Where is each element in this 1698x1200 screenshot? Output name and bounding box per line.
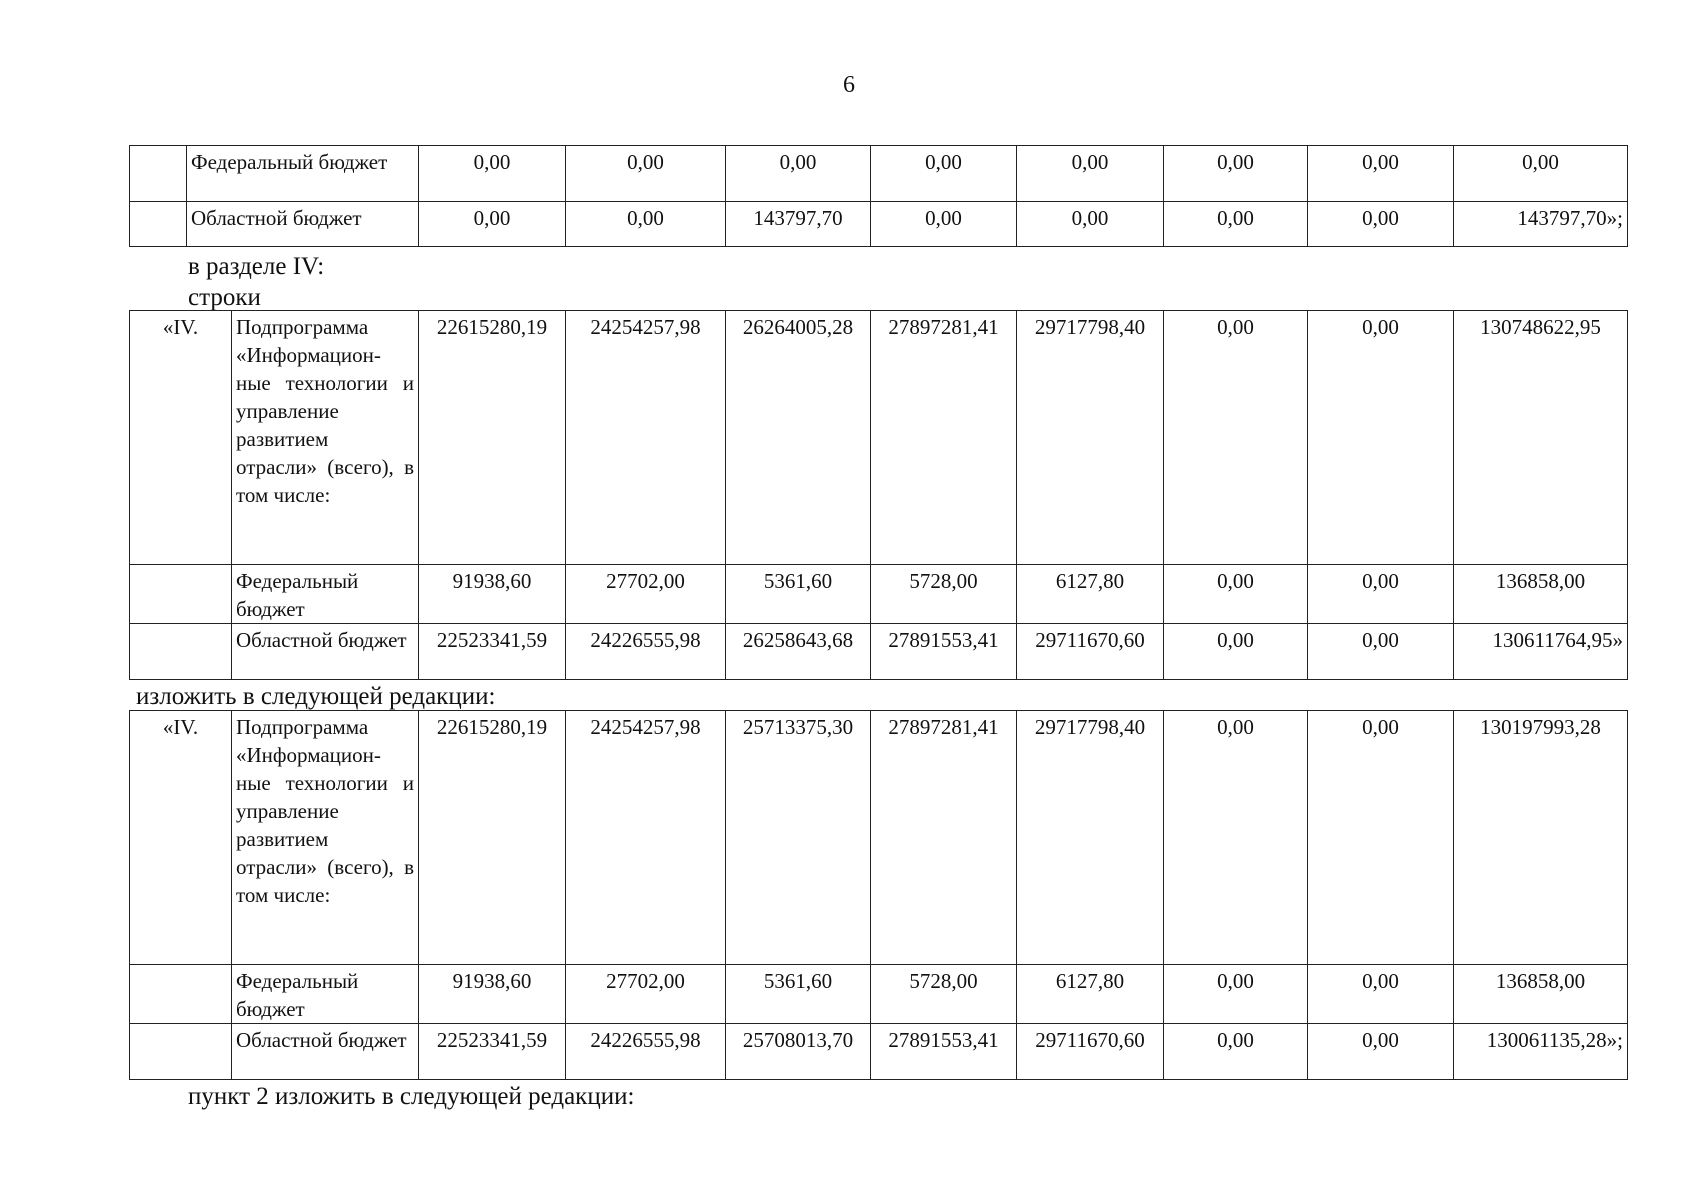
section-intro: в разделе IV:	[188, 253, 325, 280]
value-cell: 0,00	[1308, 711, 1454, 965]
value-cell: 0,00	[566, 146, 726, 202]
value-cell: 26264005,28	[726, 311, 871, 565]
total-cell: 136858,00	[1454, 565, 1628, 624]
row-index	[130, 624, 232, 680]
value-cell: 26258643,68	[726, 624, 871, 680]
value-cell: 0,00	[1164, 1024, 1308, 1080]
value-cell: 29711670,60	[1017, 1024, 1164, 1080]
value-cell: 0,00	[1164, 565, 1308, 624]
value-cell: 27702,00	[566, 565, 726, 624]
total-cell: 130197993,28	[1454, 711, 1628, 965]
table-row	[130, 311, 1628, 565]
value-cell: 0,00	[1308, 146, 1454, 202]
table-row	[130, 965, 1628, 1024]
value-cell: 22523341,59	[419, 624, 566, 680]
row-label: Подпрограмма «Информацион-ные технологии и управление развитием отрасли» (всего), в том числе:	[232, 311, 419, 565]
value-cell: 0,00	[566, 202, 726, 247]
value-cell: 0,00	[726, 146, 871, 202]
value-cell: 29717798,40	[1017, 311, 1164, 565]
row-label: Подпрограмма «Информацион-ные технологии и управление развитием отрасли» (всего), в том числе:	[232, 711, 419, 965]
page-number: 6	[843, 72, 855, 98]
row-label: Федеральный бюджет	[232, 565, 419, 624]
row-index	[130, 1024, 232, 1080]
value-cell: 29711670,60	[1017, 624, 1164, 680]
value-cell: 0,00	[1164, 624, 1308, 680]
value-cell: 0,00	[1164, 965, 1308, 1024]
value-cell: 22523341,59	[419, 1024, 566, 1080]
row-index	[130, 146, 187, 202]
row-index: «IV.	[130, 711, 232, 965]
row-index	[130, 965, 232, 1024]
point-2-intro: пункт 2 изложить в следующей редакции:	[188, 1083, 635, 1110]
value-cell: 22615280,19	[419, 711, 566, 965]
value-cell: 25708013,70	[726, 1024, 871, 1080]
value-cell: 5361,60	[726, 965, 871, 1024]
row-label: Областной бюджет	[232, 1024, 419, 1080]
value-cell: 24254257,98	[566, 711, 726, 965]
value-cell: 29717798,40	[1017, 711, 1164, 965]
value-cell: 0,00	[1308, 565, 1454, 624]
value-cell: 27897281,41	[871, 311, 1017, 565]
value-cell: 27702,00	[566, 965, 726, 1024]
value-cell: 6127,80	[1017, 965, 1164, 1024]
value-cell: 27897281,41	[871, 711, 1017, 965]
table-row	[130, 711, 1628, 965]
value-cell: 91938,60	[419, 965, 566, 1024]
budget-table-old	[129, 310, 1628, 680]
table-row	[130, 202, 1628, 247]
value-cell: 0,00	[1164, 311, 1308, 565]
table-row	[130, 1024, 1628, 1080]
total-cell: 0,00	[1454, 146, 1628, 202]
value-cell: 0,00	[1308, 1024, 1454, 1080]
value-cell: 5728,00	[871, 565, 1017, 624]
table-row	[130, 565, 1628, 624]
value-cell: 6127,80	[1017, 565, 1164, 624]
total-cell: 143797,70»;	[1454, 202, 1628, 247]
value-cell: 5728,00	[871, 965, 1017, 1024]
budget-table-top	[129, 145, 1628, 247]
value-cell: 91938,60	[419, 565, 566, 624]
budget-table-new	[129, 710, 1628, 1080]
table-row	[130, 146, 1628, 202]
value-cell: 24254257,98	[566, 311, 726, 565]
value-cell: 0,00	[1308, 202, 1454, 247]
total-cell: 130061135,28»;	[1454, 1024, 1628, 1080]
rows-label: строки	[188, 284, 261, 311]
value-cell: 24226555,98	[566, 1024, 726, 1080]
row-label: Федеральный бюджет	[187, 146, 419, 202]
row-label: Областной бюджет	[232, 624, 419, 680]
row-index	[130, 202, 187, 247]
value-cell: 0,00	[1308, 965, 1454, 1024]
value-cell: 0,00	[1164, 146, 1308, 202]
value-cell: 0,00	[1308, 624, 1454, 680]
value-cell: 0,00	[419, 146, 566, 202]
value-cell: 27891553,41	[871, 1024, 1017, 1080]
row-index	[130, 565, 232, 624]
row-index: «IV.	[130, 311, 232, 565]
value-cell: 0,00	[419, 202, 566, 247]
value-cell: 0,00	[871, 146, 1017, 202]
new-edition-intro: изложить в следующей редакции:	[136, 683, 496, 710]
row-label: Федеральный бюджет	[232, 965, 419, 1024]
total-cell: 130748622,95	[1454, 311, 1628, 565]
value-cell: 5361,60	[726, 565, 871, 624]
row-label: Областной бюджет	[187, 202, 419, 247]
total-cell: 130611764,95»	[1454, 624, 1628, 680]
table-row	[130, 624, 1628, 680]
value-cell: 0,00	[871, 202, 1017, 247]
value-cell: 143797,70	[726, 202, 871, 247]
value-cell: 0,00	[1164, 711, 1308, 965]
value-cell: 24226555,98	[566, 624, 726, 680]
value-cell: 22615280,19	[419, 311, 566, 565]
value-cell: 0,00	[1017, 146, 1164, 202]
value-cell: 0,00	[1017, 202, 1164, 247]
total-cell: 136858,00	[1454, 965, 1628, 1024]
value-cell: 25713375,30	[726, 711, 871, 965]
value-cell: 27891553,41	[871, 624, 1017, 680]
value-cell: 0,00	[1164, 202, 1308, 247]
value-cell: 0,00	[1308, 311, 1454, 565]
